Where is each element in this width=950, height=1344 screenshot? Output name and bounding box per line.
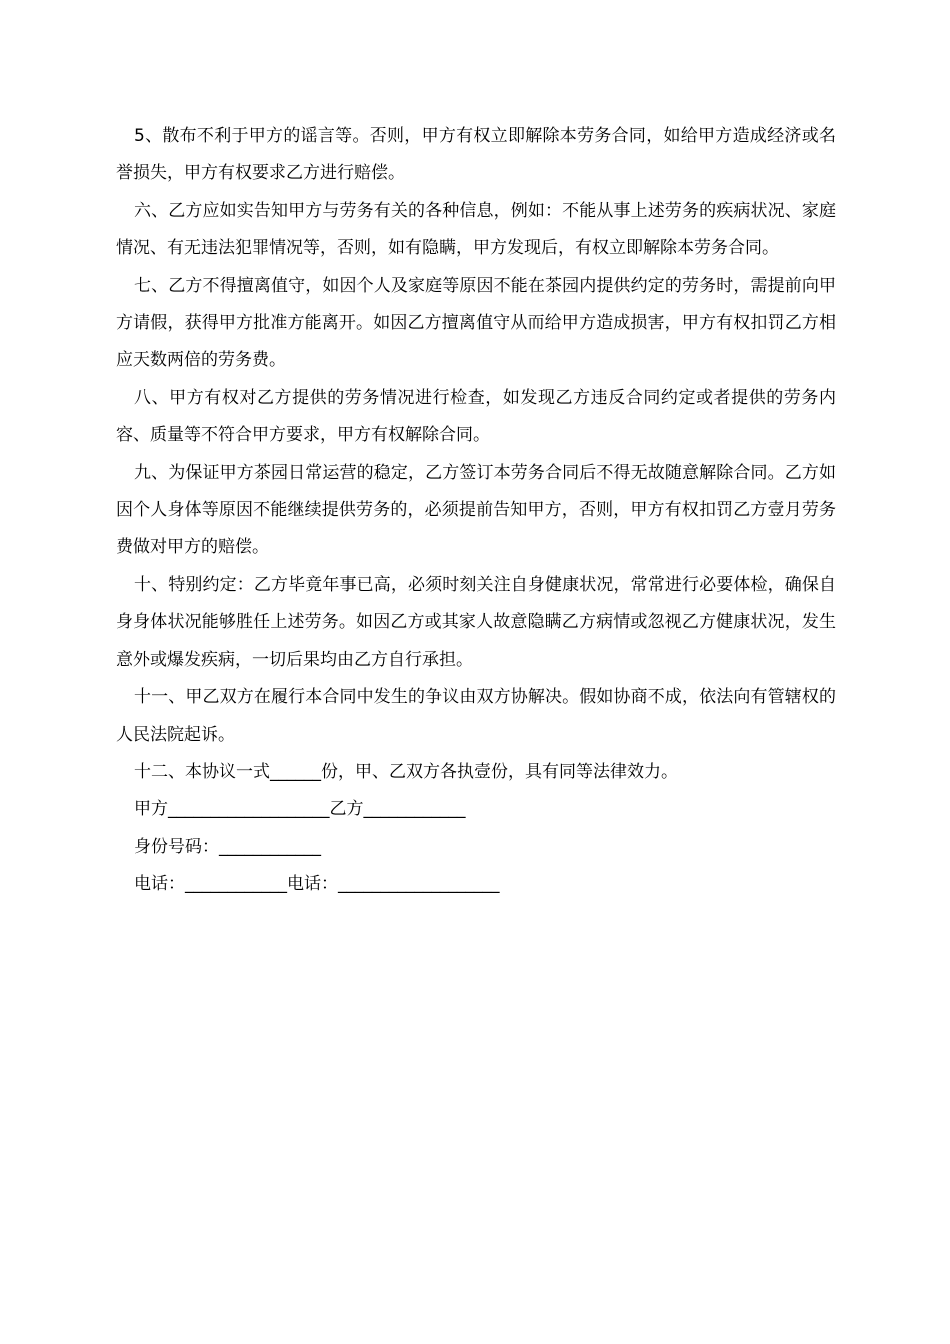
clause-11: 十一、甲乙双方在履行本合同中发生的争议由双方协解决。假如协商不成，依法向有管辖权的人民法院起诉。 [116, 687, 836, 745]
clause-5: 5、散布不利于甲方的谣言等。否则，甲方有权立即解除本劳务合同，如给甲方造成经济或名誉损失，甲方有权要求乙方进行赔偿。 [116, 126, 836, 184]
signature-id-line: 身份号码：____________ [134, 836, 321, 857]
clause-12: 十二、本协议一式______份，甲、乙双方各执壹份，具有同等法律效力。 [134, 761, 678, 782]
clause-6: 六、乙方应如实告知甲方与劳务有关的各种信息，例如：不能从事上述劳务的疾病状况、家庭情况、有无违法犯罪情况等，否则，如有隐瞒，甲方发现后，有权立即解除本劳务合同。 [116, 200, 836, 259]
contract-body [116, 118, 836, 904]
clause-10: 十、特别约定：乙方毕竟年事已高，必须时刻关注自身健康状况，常常进行必要体检，确保自身身体状况能够胜任上述劳务。如因乙方或其家人故意隐瞒乙方病情或忽视乙方健康状况，发生意外或爆发疾病，一切后果均由乙方自行承担。 [116, 574, 836, 670]
clause-9: 九、为保证甲方茶园日常运营的稳定，乙方签订本劳务合同后不得无故随意解除合同。乙方如因个人身体等原因不能继续提供劳务的，必须提前告知甲方，否则，甲方有权扣罚乙方壹月劳务费做对甲方的赔偿。 [116, 462, 836, 558]
signature-phone-line: 电话：____________电话：___________________ [134, 874, 500, 895]
signature-parties-line: 甲方___________________乙方____________ [134, 799, 466, 820]
clause-7: 七、乙方不得擅离值守，如因个人及家庭等原因不能在茶园内提供约定的劳务时，需提前向甲方请假，获得甲方批准方能离开。如因乙方擅离值守从而给甲方造成损害，甲方有权扣罚乙方相应天数两倍的劳务费。 [116, 275, 836, 371]
clause-8: 八、甲方有权对乙方提供的劳务情况进行检查，如发现乙方违反合同约定或者提供的劳务内容、质量等不符合甲方要求，甲方有权解除合同。 [116, 387, 836, 446]
